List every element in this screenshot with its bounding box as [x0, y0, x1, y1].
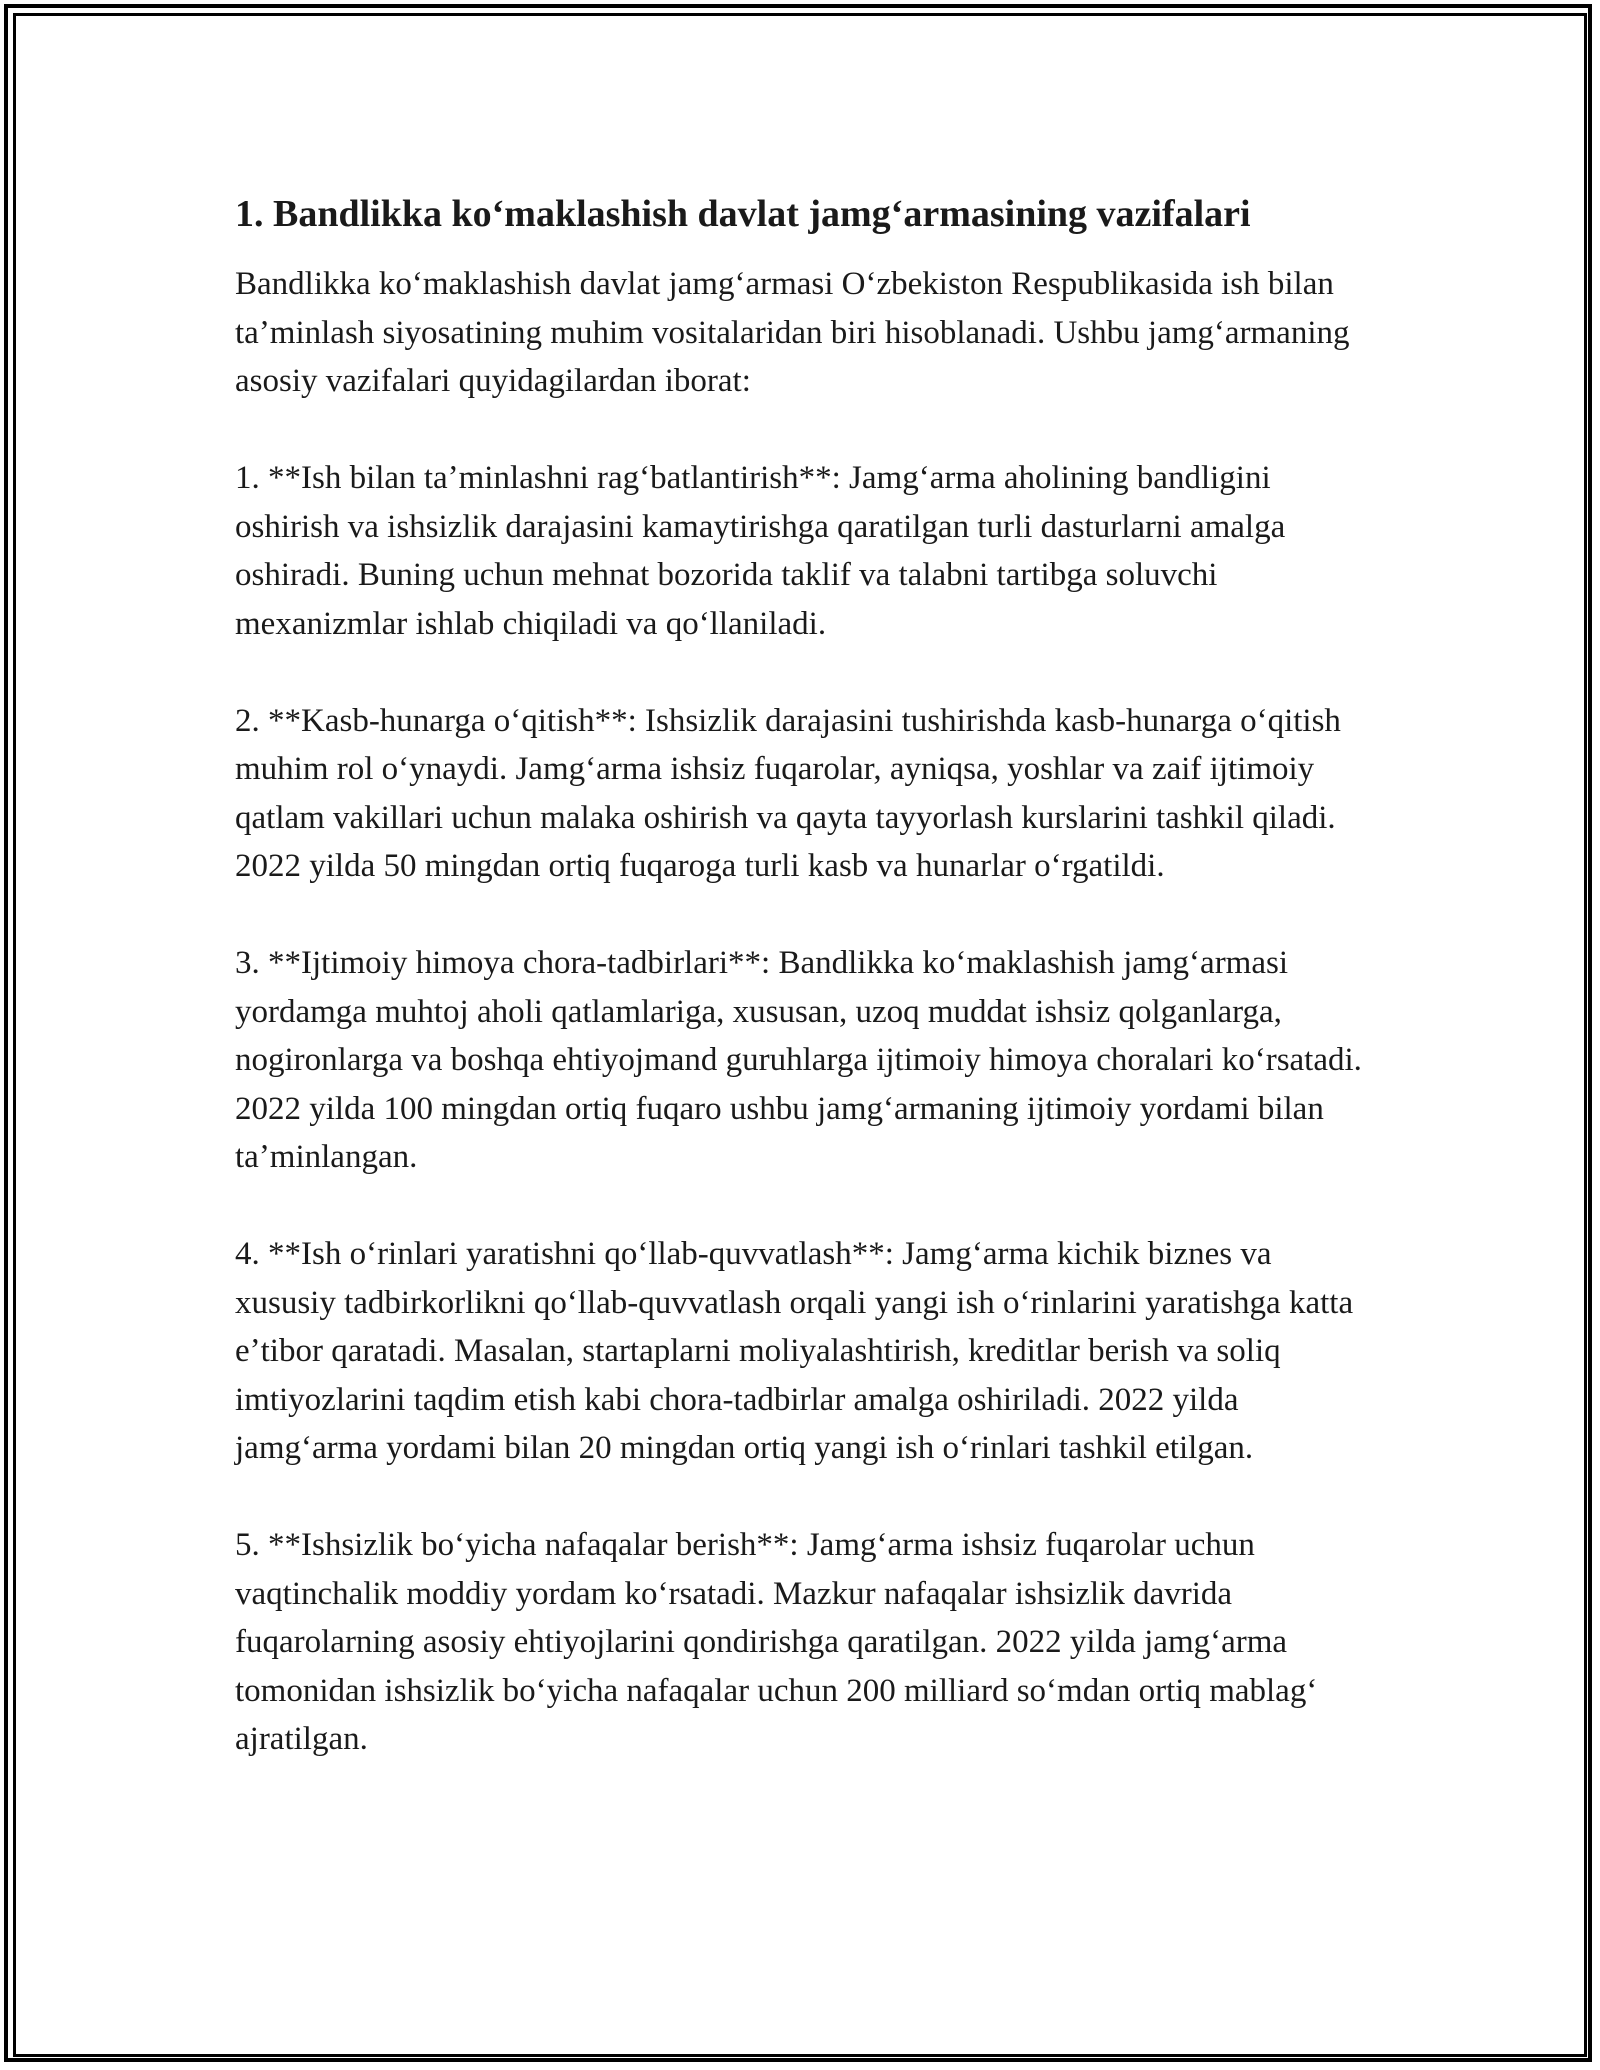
list-item-4: 4. **Ish oʻrinlari yaratishni qoʻllab-quvvatlash**: Jamgʻarma kichik biznes va xususiy tadbirkorlikni qoʻllab-quvvatlash orqali yangi ish oʻrinlarini yaratishga katta eʼtibor qaratadi. Masalan, startaplarni moliyalashtirish, kreditlar berish va soliq imtiyozlarini taqdim etish kabi chora-tadbirlar amalga oshiriladi. 2022 yilda jamgʻarma yordami bilan 20 mingdan ortiq yangi ish oʻrinlari tashkil etilgan.: [235, 1236, 1354, 1466]
document-body: [235, 182, 1365, 1764]
list-item-3: 3. **Ijtimoiy himoya chora-tadbirlari**: Bandlikka koʻmaklashish jamgʻarmasi yordamga muhtoj aholi qatlamlariga, xususan, uzoq muddat ishsiz qolganlarga, nogironlarga va boshqa ehtiyojmand guruhlarga ijtimoiy himoya choralari koʻrsatadi. 2022 yilda 100 mingdan ortiq fuqaro ushbu jamgʻarmaning ijtimoiy yordami bilan taʼminlangan.: [235, 945, 1362, 1175]
list-item-2: 2. **Kasb-hunarga oʻqitish**: Ishsizlik darajasini tushirishda kasb-hunarga oʻqitish muhim rol oʻynaydi. Jamgʻarma ishsiz fuqarolar, ayniqsa, yoshlar va zaif ijtimoiy qatlam vakillari uchun malaka oshirish va qayta tayyorlash kurslarini tashkil qiladi. 2022 yilda 50 mingdan ortiq fuqaroga turli kasb va hunarlar oʻrgatildi.: [235, 702, 1341, 884]
list-item-1: 1. **Ish bilan taʼminlashni ragʻbatlantirish**: Jamgʻarma aholining bandligini oshirish va ishsizlik darajasini kamaytirishga qaratilgan turli dasturlarni amalga oshiradi. Buning uchun mehnat bozorida taklif va talabni tartibga soluvchi mexanizmlar ishlab chiqiladi va qoʻllaniladi.: [235, 460, 1286, 642]
intro-paragraph: Bandlikka koʻmaklashish davlat jamgʻarmasi Oʻzbekiston Respublikasida ish bilan taʼminlash siyosatining muhim vositalaridan biri hisoblanadi. Ushbu jamgʻarmaning asosiy vazifalari quyidagilardan iborat:: [235, 266, 1350, 399]
list-item-5: 5. **Ishsizlik boʻyicha nafaqalar berish**: Jamgʻarma ishsiz fuqarolar uchun vaqtinchalik moddiy yordam koʻrsatadi. Mazkur nafaqalar ishsizlik davrida fuqarolarning asosiy ehtiyojlarini qondirishga qaratilgan. 2022 yilda jamgʻarma tomonidan ishsizlik boʻyicha nafaqalar uchun 200 milliard soʻmdan ortiq mablagʻ ajratilgan.: [235, 1527, 1318, 1757]
section-title: 1. Bandlikka koʻmaklashish davlat jamgʻarmasining vazifalari: [235, 193, 1251, 235]
